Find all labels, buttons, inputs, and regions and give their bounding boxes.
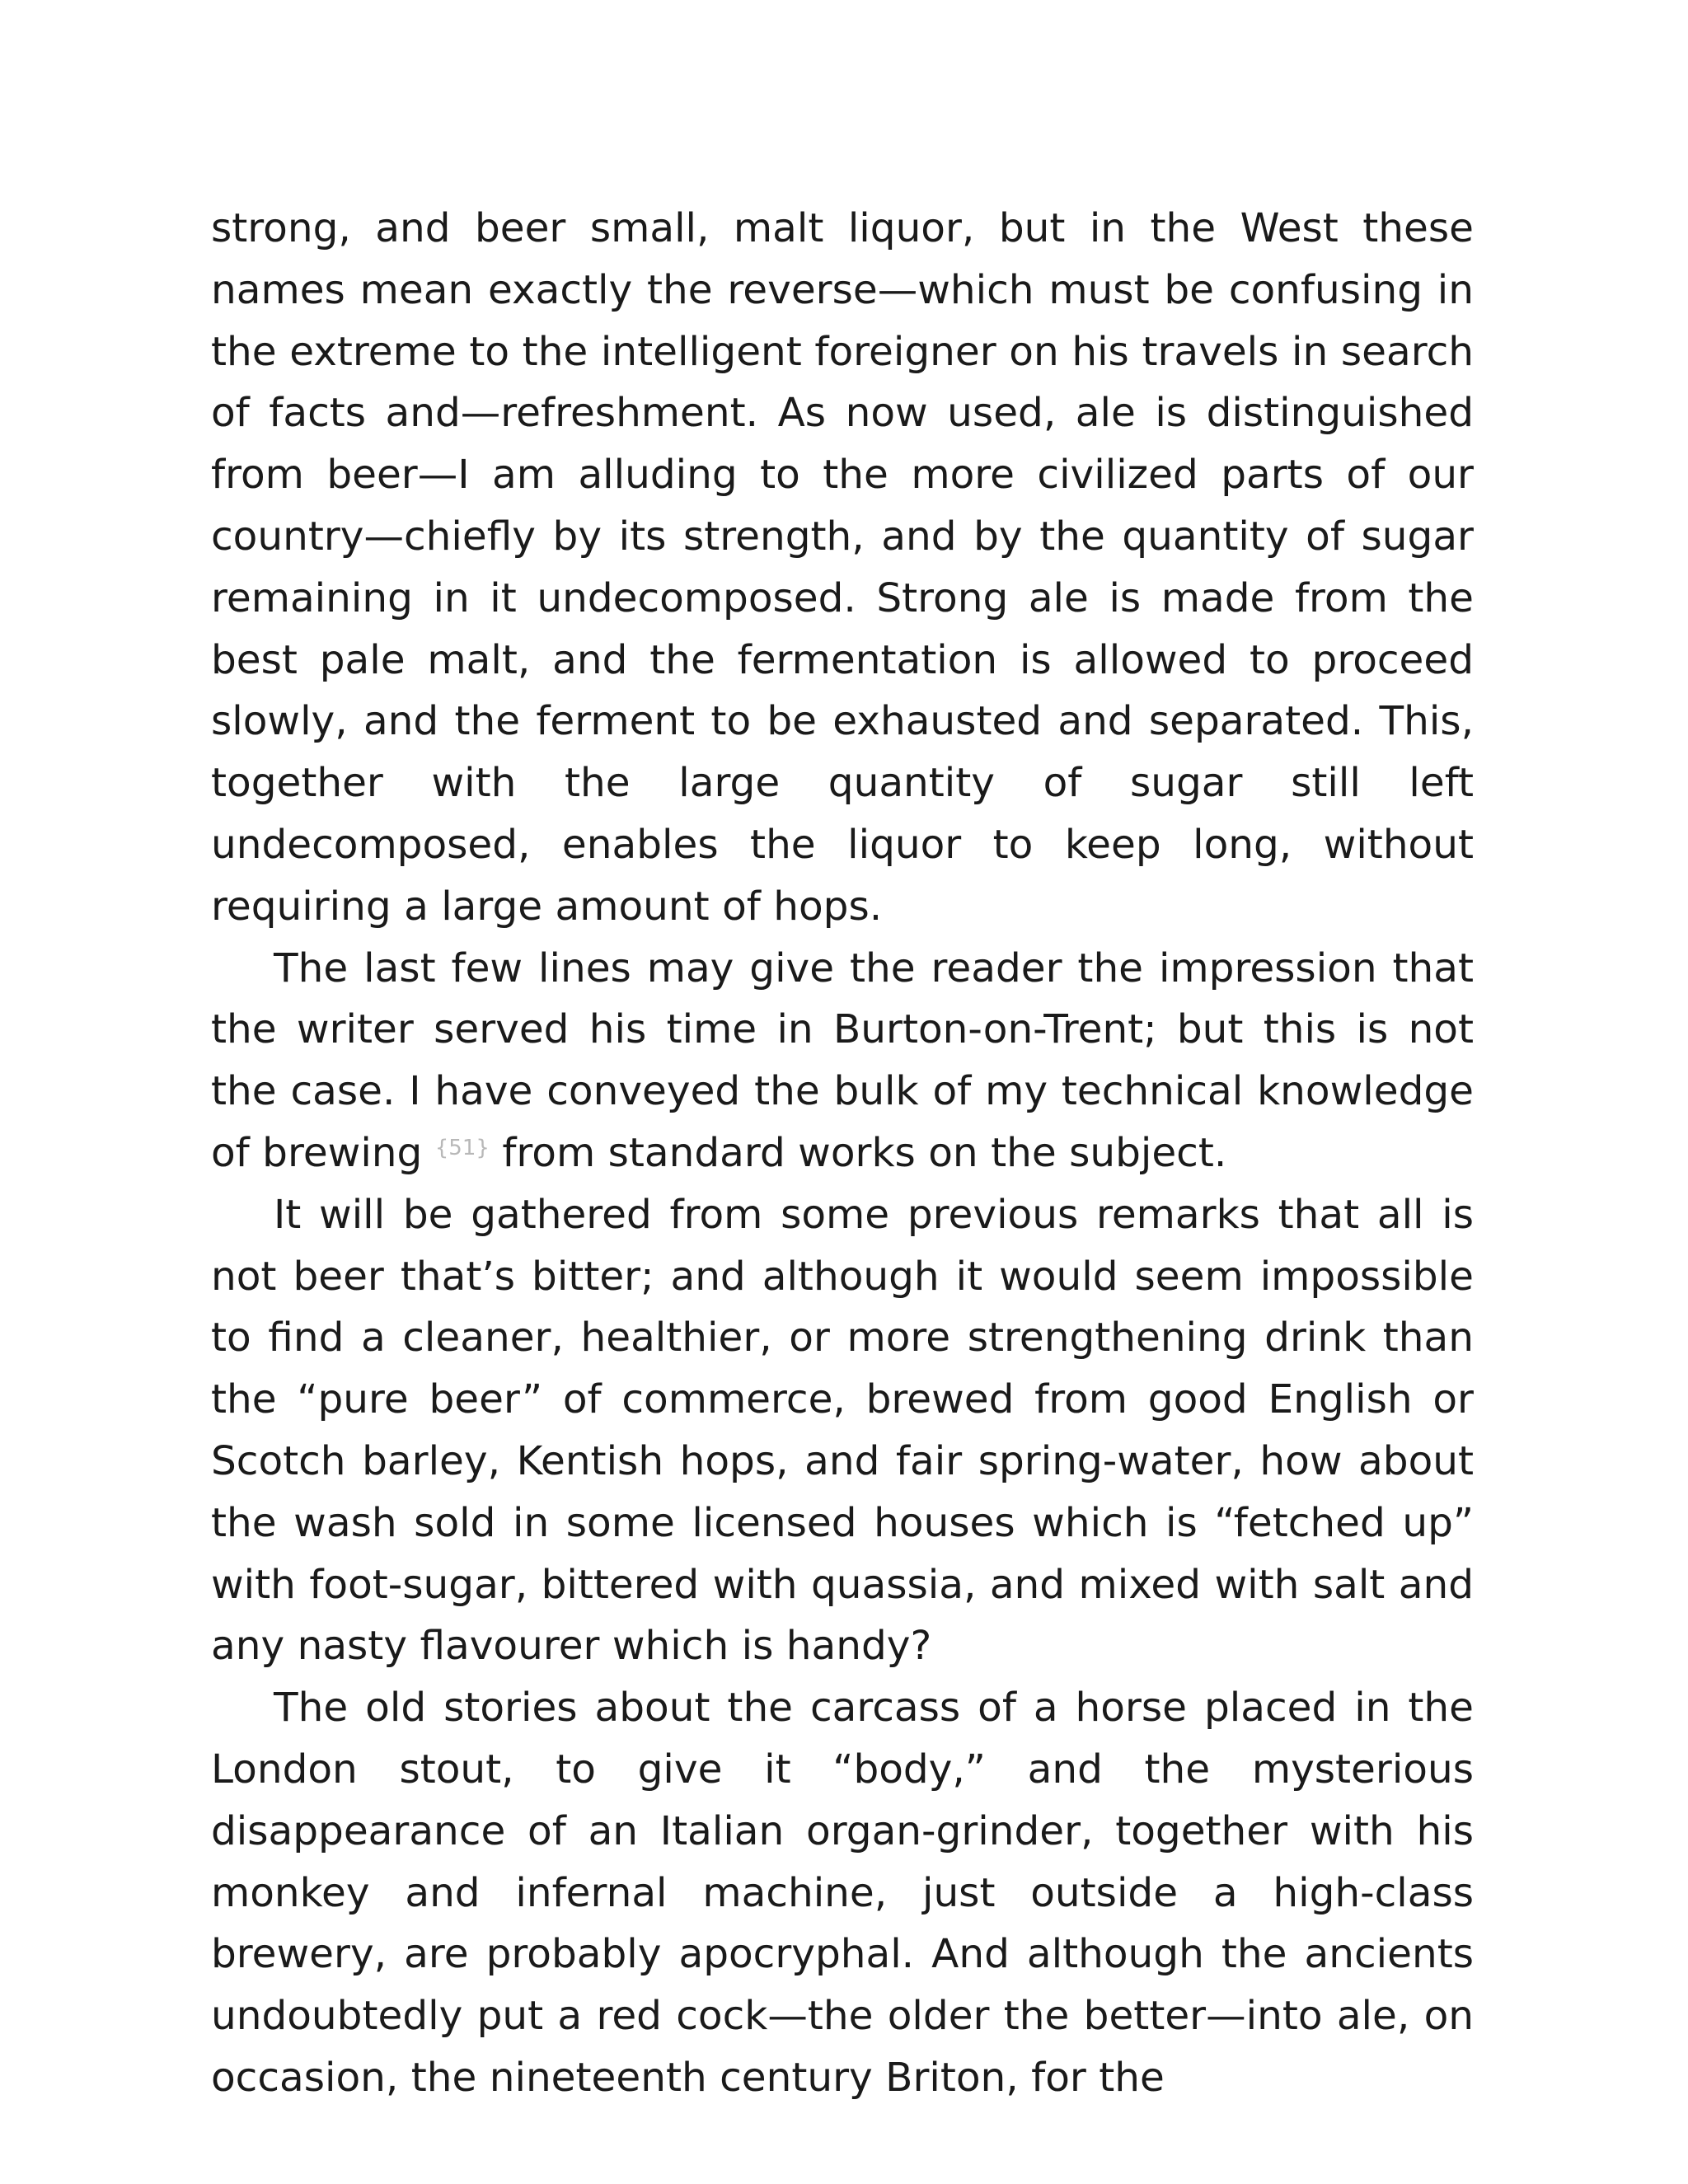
paragraph-text: The last few lines may give the reader the impression that the writer served his time in Burton-on-Trent; but this is not the case. I have conveyed the bulk of my technical knowledge of brewing bbox=[211, 944, 1474, 1176]
paragraph-burton bbox=[211, 938, 1474, 1184]
paragraph-bitter: It will be gathered from some previous remarks that all is not beer that’s bitter; and although it would seem impossible to find a cleaner, healthier, or more strengthening drink than the “pure beer” of commerce, brewed from good English or Scotch barley, Kentish hops, and fair spring-water, how about the wash sold in some licensed houses which is “fetched up” with foot-sugar, bittered with quassia, and mixed with salt and any nasty flavourer which is handy? bbox=[211, 1191, 1474, 1670]
page-body bbox=[211, 198, 1474, 2109]
paragraph-text: from standard works on the subject. bbox=[502, 1129, 1227, 1176]
paragraph-continuation: strong, and beer small, malt liquor, but in the West these names mean exactly the reverse—which must be confusing in the extreme to the intelligent foreigner on his travels in search of facts and—refreshment. As now used, ale is distinguished from beer—I am alluding to the more civilized parts of our country—chiefly by its strength, and by the quantity of sugar remaining in it undecomposed. Strong ale is made from the best pale malt, and the fermentation is allowed to proceed slowly, and the ferment to be exhausted and separated. This, together with the large quantity of sugar still left undecomposed, enables the liquor to keep long, without requiring a large amount of hops. bbox=[211, 205, 1474, 930]
page-number-marker: {51} bbox=[434, 1135, 490, 1160]
paragraph-old-stories: The old stories about the carcass of a horse placed in the London stout, to give it “body,” and the mysterious disappearance of an Italian organ-grinder, together with his monkey and infernal machine, just outside a high-class brewery, are probably apocryphal. And although the ancients undoubtedly put a red cock—the older the better—into ale, on occasion, the nineteenth century Briton, for the bbox=[211, 1685, 1474, 2101]
